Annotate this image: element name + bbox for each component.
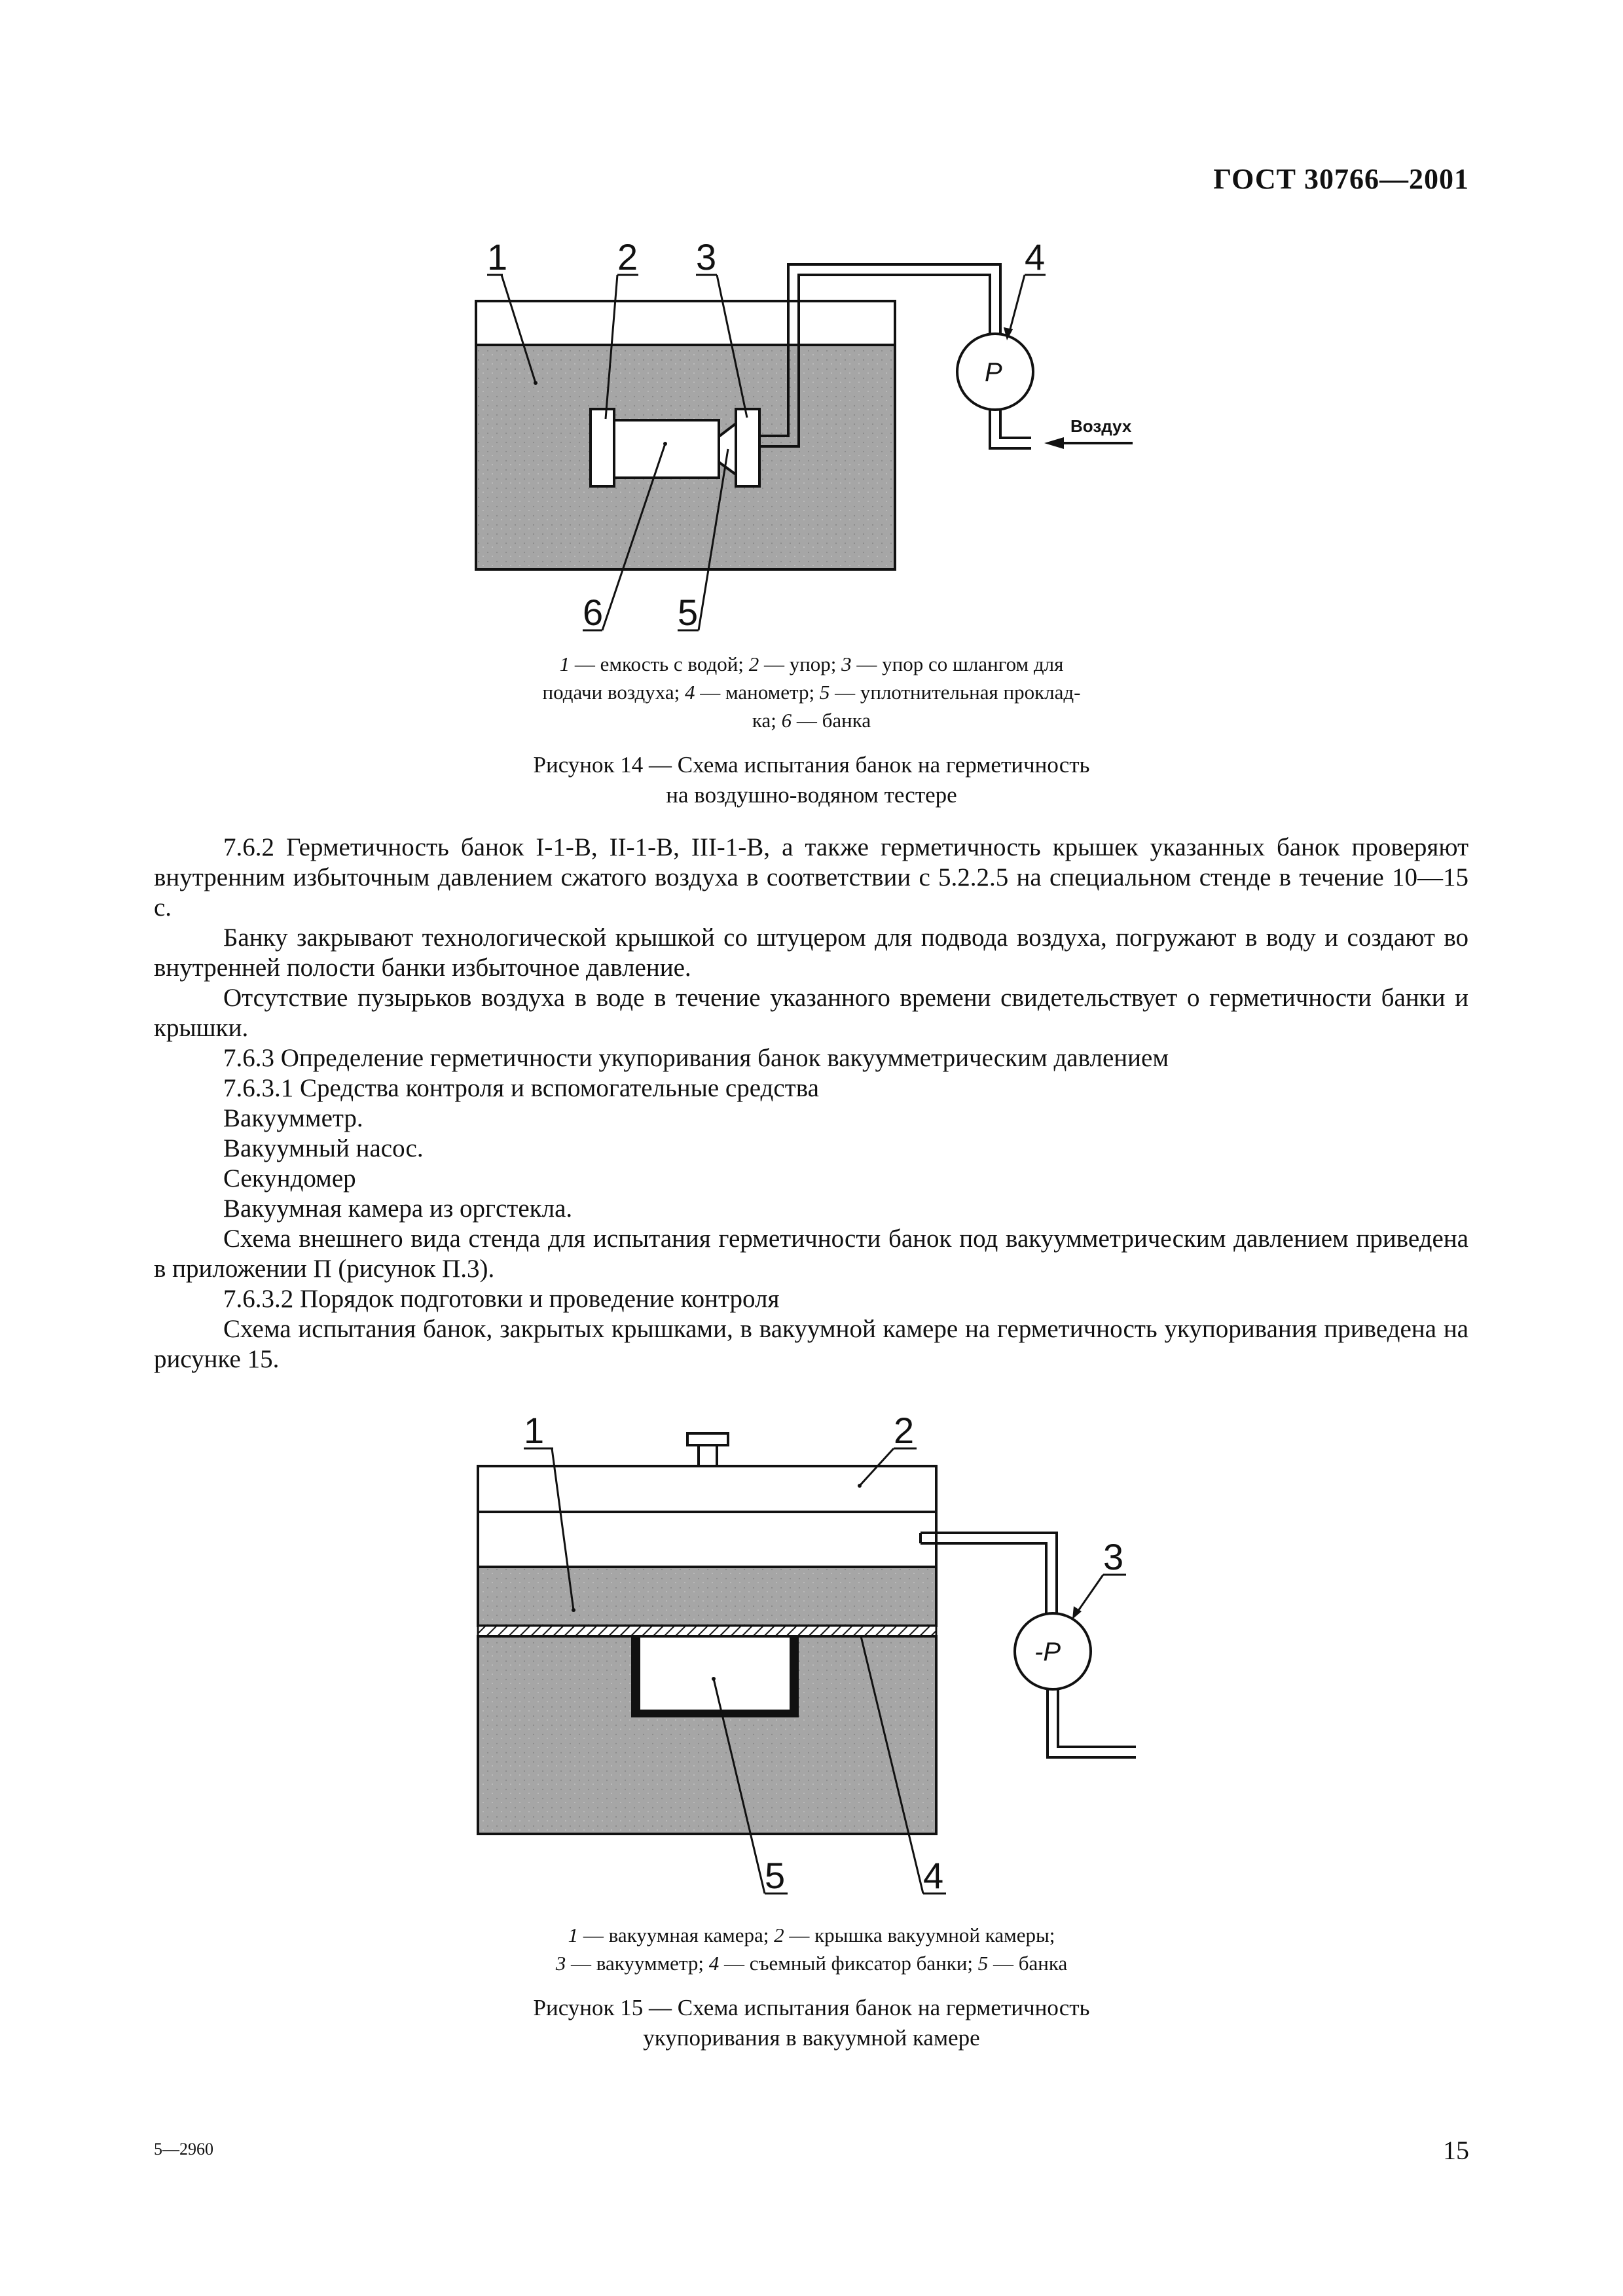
print-code: 5—2960 xyxy=(154,2140,213,2159)
vacuum-chamber xyxy=(478,1567,936,1626)
lid-knob xyxy=(687,1433,728,1445)
paragraph: Банку закрывают технологической крышкой со штуцером для подвода воздуха, погружают в воду и создают во внутренней полости банки избыточное давление. xyxy=(154,924,1468,982)
legend-line: подачи воздуха; 4 — манометр; 5 — уплотнительная проклад- xyxy=(542,681,1081,704)
standard-number: ГОСТ 30766—2001 xyxy=(1213,163,1469,195)
callout-4: 4 xyxy=(923,1855,944,1896)
callout-1: 1 xyxy=(524,1410,545,1451)
legend-line: 1 — емкость с водой; 2 — упор; 3 — упор со шлангом для xyxy=(559,653,1064,675)
paragraph: Схема испытания банок, закрытых крышками, в вакуумной камере на герметичность укупоривания приведена на рисунке 15. xyxy=(154,1315,1468,1373)
paragraph: 7.6.3 Определение герметичности укупоривания банок вакуумметрическим давлением xyxy=(223,1044,1169,1072)
stop-right xyxy=(736,409,759,486)
legend-line: 1 — вакуумная камера; 2 — крышка вакуумной камеры; xyxy=(568,1924,1055,1946)
gauge-label: -P xyxy=(1034,1638,1061,1666)
figure-14-diagram xyxy=(0,0,1623,661)
can xyxy=(614,420,719,478)
paragraph: Вакуумный насос. xyxy=(223,1134,424,1162)
caption-line: укупоривания в вакуумной камере xyxy=(643,2025,980,2051)
callout-2: 2 xyxy=(894,1410,915,1451)
callout-1: 1 xyxy=(487,236,508,278)
paragraph: Отсутствие пузырьков воздуха в воде в течение указанного времени свидетельствует о герметичности банки и крышки. xyxy=(154,984,1468,1042)
callout-5: 5 xyxy=(765,1855,786,1896)
callout-2: 2 xyxy=(617,236,638,278)
caption-line: Рисунок 15 — Схема испытания банок на герметичность xyxy=(533,1995,1090,2020)
legend-line: ка; 6 — банка xyxy=(752,709,871,732)
paragraph: 7.6.3.1 Средства контроля и вспомогательные средства xyxy=(223,1074,819,1102)
paragraph: Схема внешнего вида стенда для испытания герметичности банок под вакуумметрическим давлением приведена в приложении П (рисунок П.3). xyxy=(154,1225,1468,1283)
figure-15-legend xyxy=(0,1921,1623,1977)
callout-5: 5 xyxy=(678,592,699,633)
paragraph: Вакуумметр. xyxy=(223,1104,363,1132)
air-arrow xyxy=(1044,437,1064,449)
removable-fixer xyxy=(478,1626,936,1636)
paragraph: 7.6.2 Герметичность банок I-1-В, II-1-В, III-1-В, а также герметичность крышек указанных банок проверяют внутренним избыточным давлением сжатого воздуха в соответствии с 5.2.2.5 на специальном стенде в течение 10—15 с. xyxy=(154,833,1468,922)
page-number: 15 xyxy=(1443,2136,1469,2165)
gauge-label: P xyxy=(985,358,1002,387)
stop-left xyxy=(591,409,614,486)
legend-line: 3 — вакуумметр; 4 — съемный фиксатор банки; 5 — банка xyxy=(555,1952,1068,1975)
caption-line: на воздушно-водяном тестере xyxy=(666,782,957,808)
caption-line: Рисунок 14 — Схема испытания банок на герметичность xyxy=(533,752,1090,778)
chamber-lid xyxy=(478,1466,936,1512)
body-text xyxy=(154,833,1468,1374)
callout-6: 6 xyxy=(583,592,604,633)
paragraph: Секундомер xyxy=(223,1164,356,1193)
figure-15-caption xyxy=(0,1993,1623,2053)
paragraph: 7.6.3.2 Порядок подготовки и проведение контроля xyxy=(223,1285,780,1313)
figure-14-caption xyxy=(0,750,1623,810)
air-label: Воздух xyxy=(1070,416,1132,436)
paragraph: Вакуумная камера из оргстекла. xyxy=(223,1194,573,1223)
figure-15-diagram xyxy=(0,1388,1623,1911)
figure-14-legend xyxy=(0,650,1623,734)
callout-3: 3 xyxy=(696,236,717,278)
callout-3: 3 xyxy=(1103,1536,1124,1577)
callout-4: 4 xyxy=(1025,236,1046,278)
vacuum-hose xyxy=(921,1533,1057,1613)
